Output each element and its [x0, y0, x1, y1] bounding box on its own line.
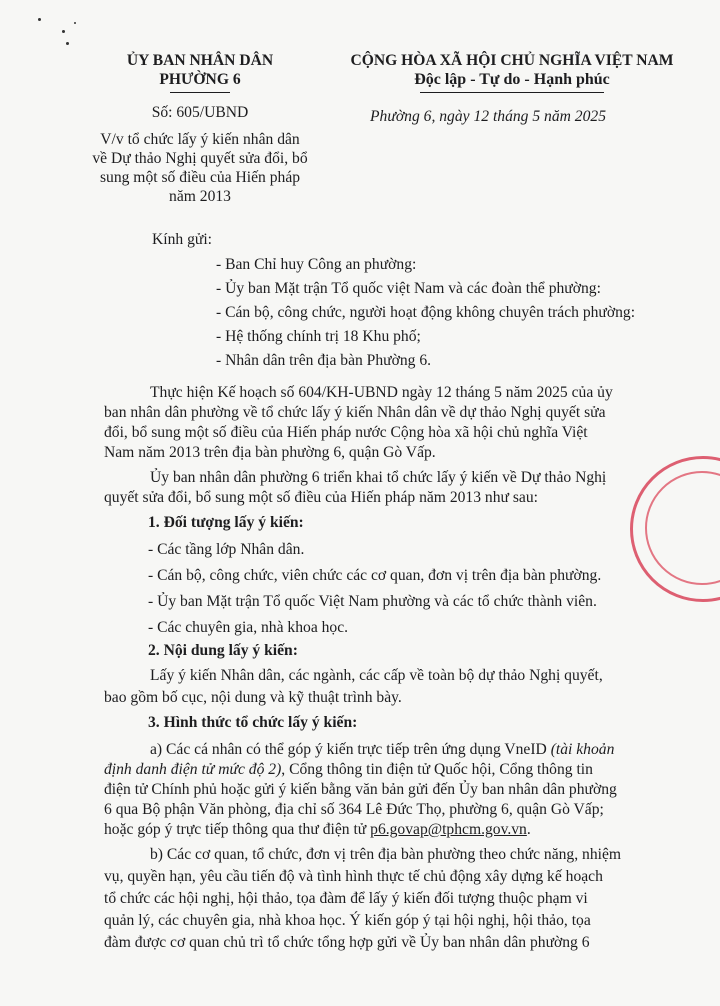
section2-line: bao gồm bố cục, nội dung và kỹ thuật trình bày.: [104, 689, 402, 706]
document-number: Số: 605/UBND: [151, 104, 249, 121]
place-date: Phường 6, ngày 12 tháng 5 năm 2025: [370, 108, 606, 125]
subject-line: sung một số điều của Hiến pháp: [99, 169, 301, 186]
recipients-label: Kính gửi:: [152, 231, 212, 248]
intro2-line: Ủy ban nhân dân phường 6 triển khai tổ chức lấy ý kiến về Dự thảo Nghị: [150, 469, 607, 486]
intro-line: đổi, bổ sung một số điều của Hiến pháp nước Cộng hòa xã hội chủ nghĩa Việt: [104, 424, 588, 441]
subject-line: về Dự thảo Nghị quyết sửa đổi, bổ: [92, 150, 308, 167]
section1-item: - Cán bộ, công chức, viên chức các cơ quan, đơn vị trên địa bàn phường.: [148, 567, 602, 584]
section3-a-line: điện tử Chính phủ hoặc gửi ý kiến bằng văn bản gửi đến Ủy ban nhân dân phường: [104, 781, 617, 798]
email-link[interactable]: p6.govap@tphcm.gov.vn: [370, 821, 527, 838]
agency-ward: PHƯỜNG 6: [159, 71, 241, 88]
recipient-item: - Hệ thống chính trị 18 Khu phố;: [216, 328, 421, 345]
agency-name: ỦY BAN NHÂN DÂN: [126, 52, 274, 69]
intro2-line: quyết sửa đổi, bổ sung một số điều của Hiến pháp năm 2013 như sau:: [104, 489, 538, 506]
recipient-item: - Ban Chỉ huy Công an phường:: [216, 256, 417, 273]
section3-b-line: đàm được cơ quan chủ trì tổ chức tổng hợp gửi về Ủy ban nhân dân phường 6: [104, 934, 590, 951]
section3-b-line: quản lý, các chuyên gia, nhà khoa học. Ý kiến góp ý tại hội nghị, hội thảo, tọa: [104, 912, 591, 929]
section3-a-line: hoặc góp ý trực tiếp thông qua thư điện tử p6.govap@tphcm.gov.vn.: [104, 821, 531, 838]
national-motto: Độc lập - Tự do - Hạnh phúc: [414, 71, 610, 88]
agency-underline: [170, 92, 230, 93]
seal-inner-ring: [645, 471, 720, 585]
intro-line: Thực hiện Kế hoạch số 604/KH-UBND ngày 12 tháng 5 năm 2025 của ủy: [150, 384, 613, 401]
intro-line: Nam năm 2013 trên địa bàn phường 6, quận Gò Vấp.: [104, 444, 436, 461]
section2-heading: 2. Nội dung lấy ý kiến:: [148, 642, 298, 659]
intro-line: ban nhân dân phường về tổ chức lấy ý kiến Nhân dân về dự thảo Nghị quyết sửa: [104, 404, 606, 421]
section1-item: - Các tầng lớp Nhân dân.: [148, 541, 305, 558]
official-seal-icon: [630, 456, 720, 602]
recipient-item: - Cán bộ, công chức, người hoạt động không chuyên trách phường:: [216, 304, 636, 321]
recipient-item: - Ủy ban Mặt trận Tổ quốc việt Nam và các đoàn thể phường:: [216, 280, 601, 297]
motto-underline: [420, 92, 604, 93]
subject-line: năm 2013: [169, 188, 231, 205]
section3-b-line: vụ, quyền hạn, yêu cầu tiến độ và tình hình thực tế chủ động xây dựng kế hoạch: [104, 868, 603, 885]
national-title: CỘNG HÒA XÃ HỘI CHỦ NGHĨA VIỆT NAM: [350, 52, 674, 69]
section3-a-line: 6 qua Bộ phận Văn phòng, địa chỉ số 364 Lê Đức Thọ, phường 6, quận Gò Vấp;: [104, 801, 604, 818]
subject-line: V/v tổ chức lấy ý kiến nhân dân: [100, 131, 300, 148]
section1-heading: 1. Đối tượng lấy ý kiến:: [148, 514, 304, 531]
section3-a-line: a) Các cá nhân có thể góp ý kiến trực tiếp trên ứng dụng VneID (tài khoản: [150, 741, 615, 758]
section1-item: - Các chuyên gia, nhà khoa học.: [148, 619, 349, 636]
section2-line: Lấy ý kiến Nhân dân, các ngành, các cấp về toàn bộ dự thảo Nghị quyết,: [150, 667, 603, 684]
section3-heading: 3. Hình thức tổ chức lấy ý kiến:: [148, 714, 358, 731]
section1-item: - Ủy ban Mặt trận Tổ quốc Việt Nam phường và các tổ chức thành viên.: [148, 593, 597, 610]
section3-b-line: b) Các cơ quan, tổ chức, đơn vị trên địa bàn phường theo chức năng, nhiệm: [150, 846, 621, 863]
subject-block: [70, 130, 330, 206]
recipient-item: - Nhân dân trên địa bàn Phường 6.: [216, 352, 432, 369]
section3-b-line: tổ chức các hội nghị, hội thảo, tọa đàm để lấy ý kiến đối tượng thuộc phạm vi: [104, 890, 588, 907]
section3-a-line: định danh điện tử mức độ 2), Cổng thông tin điện tử Quốc hội, Cổng thông tin: [104, 761, 593, 778]
